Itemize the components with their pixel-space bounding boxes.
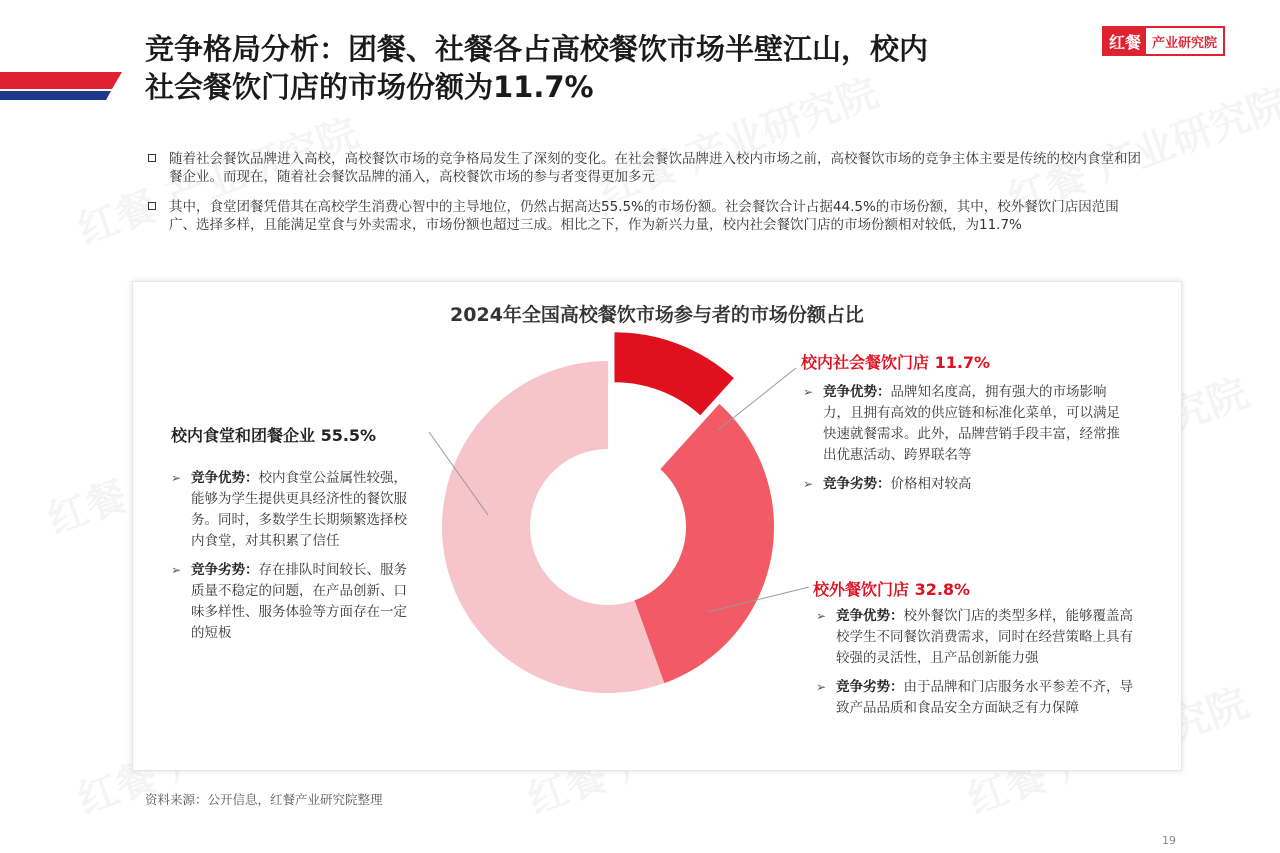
slice-offcampus	[634, 404, 774, 683]
desc-canteen	[171, 468, 411, 652]
chart-panel	[132, 281, 1182, 771]
chart-title: 2024年全国高校餐饮市场参与者的市场份额占比	[450, 304, 864, 326]
disadvantage-text: 价格相对较高	[890, 476, 972, 492]
advantage-text: 品牌知名度高，拥有强大的市场影响力，且拥有高效的供应链和标准化菜单，可以满足快速就餐需求。此外，品牌营销手段丰富，经常推出优惠活动、跨界联名等	[823, 384, 1120, 463]
bullet-text: 随着社会餐饮品牌进入高校，高校餐饮市场的竞争格局发生了深刻的变化。在社会餐饮品牌进入校内市场之前，高校餐饮市场的竞争主体主要是传统的校内食堂和团餐企业。而现在，随着社会餐饮品牌的涌入，高校餐饮市场的参与者变得更加多元	[169, 151, 1141, 185]
label-canteen: 校内食堂和团餐企业 55.5%	[171, 426, 377, 445]
arrow-icon: ➢	[816, 609, 827, 623]
square-bullet-icon	[148, 154, 156, 162]
disadvantage-item	[816, 677, 1138, 719]
square-bullet-icon	[148, 202, 156, 210]
brand-logo	[1102, 26, 1225, 56]
advantage-item	[816, 606, 1138, 669]
advantage-label: 竞争优势：	[191, 470, 259, 486]
arrow-icon: ➢	[803, 477, 814, 491]
advantage-text: 校内食堂公益属性较强，能够为学生提供更具经济性的餐饮服务。同时，多数学生长期频繁选择校内食堂，对其积累了信任	[191, 470, 407, 549]
arrow-icon: ➢	[803, 385, 814, 399]
advantage-label: 竞争优势：	[823, 384, 891, 400]
arrow-icon: ➢	[816, 680, 827, 694]
title-line-1: 竞争格局分析：团餐、社餐各占高校餐饮市场半壁江山，校内	[145, 32, 929, 66]
slice-canteen	[442, 361, 664, 693]
desc-offcampus	[816, 606, 1138, 727]
page-title	[145, 30, 1075, 106]
advantage-item	[803, 382, 1125, 466]
header-accent-bar	[0, 72, 122, 100]
label-offcampus: 校外餐饮门店 32.8%	[813, 580, 971, 599]
slice-campus-social	[614, 332, 733, 415]
disadvantage-item	[803, 474, 1125, 495]
disadvantage-label: 竞争劣势：	[191, 562, 259, 578]
desc-campus-social	[803, 382, 1125, 503]
bullet-item	[145, 150, 1145, 186]
advantage-text: 校外餐饮门店的类型多样，能够覆盖高校学生不同餐饮消费需求，同时在经营策略上具有较强的灵活性，且产品创新能力强	[836, 608, 1133, 666]
advantage-label: 竞争优势：	[836, 608, 904, 624]
disadvantage-item	[171, 560, 411, 644]
disadvantage-label: 竞争劣势：	[823, 476, 891, 492]
arrow-icon: ➢	[171, 563, 182, 577]
source-note: 资料来源：公开信息，红餐产业研究院整理	[145, 792, 383, 807]
arrow-icon: ➢	[171, 471, 182, 485]
disadvantage-text: 由于品牌和门店服务水平参差不齐，导致产品品质和食品安全方面缺乏有力保障	[836, 679, 1133, 716]
bullet-item	[145, 198, 1145, 234]
bullet-text: 其中，食堂团餐凭借其在高校学生消费心智中的主导地位，仍然占据高达55.5%的市场份额。社会餐饮合计占据44.5%的市场份额，其中，校外餐饮门店因范围广、选择多样，且能满足堂食与外卖需求，市场份额也超过三成。相比之下，作为新兴力量，校内社会餐饮门店的市场份额相对较低，为11.7%	[169, 199, 1119, 233]
advantage-item	[171, 468, 411, 552]
logo-mark: 红餐	[1104, 28, 1146, 54]
label-campus-social: 校内社会餐饮门店 11.7%	[801, 353, 991, 372]
disadvantage-text: 存在排队时间较长、服务质量不稳定的问题，在产品创新、口味多样性、服务体验等方面存在一定的短板	[191, 562, 407, 641]
logo-text: 产业研究院	[1146, 28, 1223, 54]
page-number: 19	[1162, 834, 1176, 847]
title-line-2: 社会餐饮门店的市场份额为11.7%	[145, 70, 594, 104]
bullet-list	[145, 150, 1145, 246]
disadvantage-label: 竞争劣势：	[836, 679, 904, 695]
